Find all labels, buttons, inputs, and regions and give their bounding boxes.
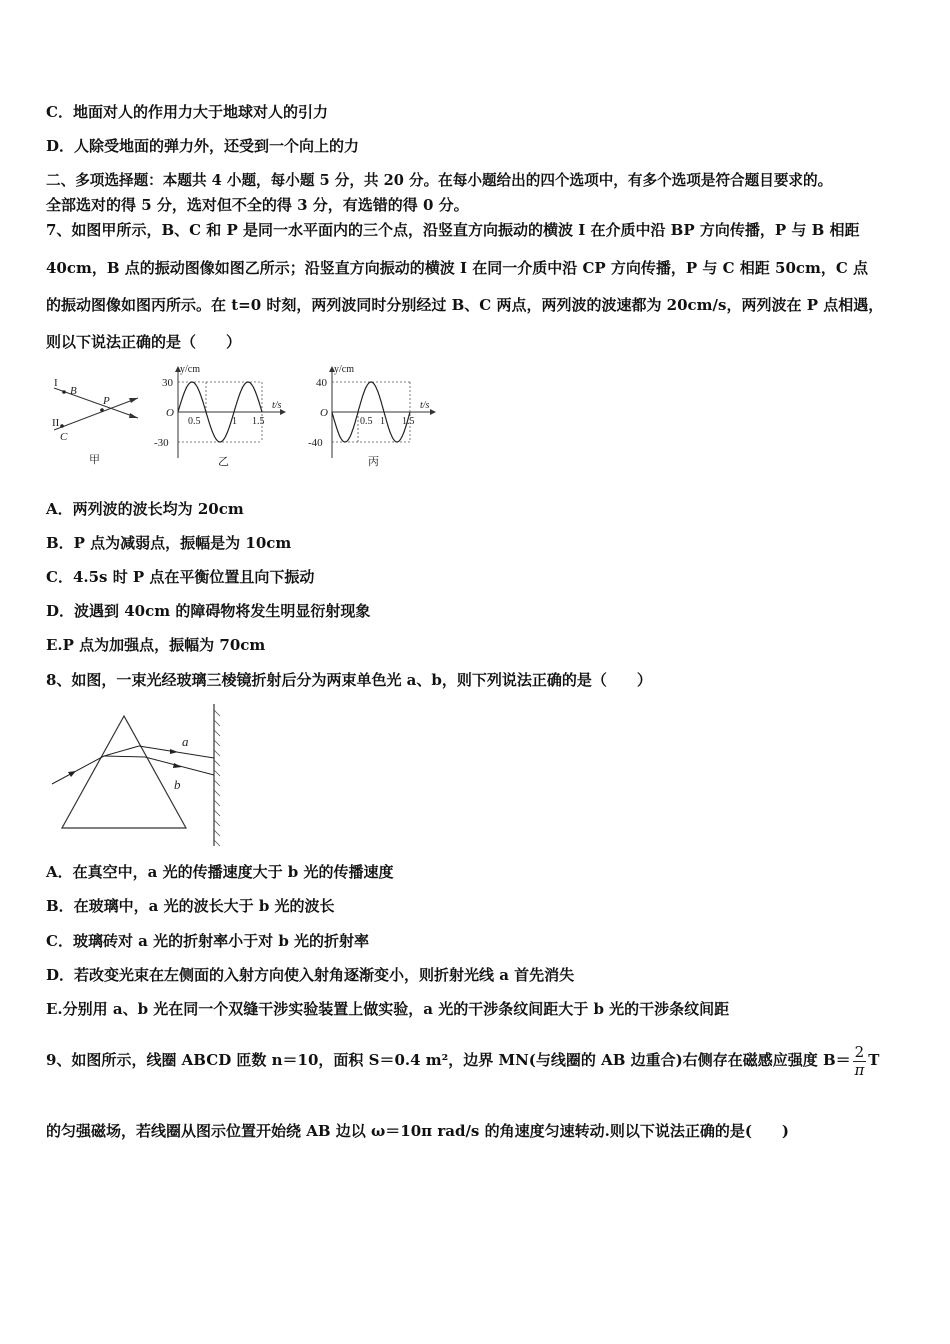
tick-top: 30 [162, 377, 173, 389]
ray-a-arrow-icon [170, 749, 178, 754]
point-c-dot [60, 424, 64, 428]
ray-b-arrow-icon [173, 763, 182, 768]
caption-bing: 丙 [368, 456, 379, 468]
tick-1: 1 [232, 416, 237, 427]
label-b: b [174, 777, 181, 792]
origin-label: O [166, 407, 174, 419]
y-axis-label: y/cm [180, 364, 200, 375]
label-a: a [182, 734, 189, 749]
q8-option-a: A．在真空中，a 光的传播速度大于 b 光的传播速度 [46, 863, 394, 881]
tick-0-5: 0.5 [188, 416, 201, 427]
q7-stem-line2: 40cm，B 点的振动图像如图乙所示；沿竖直方向振动的横波 I 在同一介质中沿 CP 方向传播，P 与 C 相距 50cm，C 点 [46, 259, 869, 277]
section2-instructions-line1: 二、多项选择题：本题共 4 小题，每小题 5 分，共 20 分。在每小题给出的四个选项中，有多个选项是符合题目要求的。 [46, 172, 833, 189]
inner-ray-b [104, 756, 145, 757]
q8-option-e: E.分别用 a、b 光在同一个双缝干涉实验装置上做实验，a 光的干涉条纹间距大于 b 光的干涉条纹间距 [46, 1000, 730, 1018]
q9-fraction [853, 1044, 867, 1078]
caption-yi: 乙 [218, 456, 229, 468]
q7-figure-bing [306, 362, 446, 470]
tick-top: 40 [316, 377, 327, 389]
point-b-dot [62, 390, 66, 394]
q7-option-c: C．4.5s 时 P 点在平衡位置且向下振动 [46, 568, 315, 586]
q7-stem-line1: 7、如图甲所示，B、C 和 P 是同一水平面内的三个点，沿竖直方向振动的横波 I 在介质中沿 BP 方向传播，P 与 B 相距 [46, 221, 860, 239]
tick-1: 1 [380, 416, 385, 427]
q8-option-d: D．若改变光束在左侧面的入射方向使入射角逐渐变小，则折射光线 a 首先消失 [46, 966, 575, 984]
inner-ray-a [104, 746, 139, 756]
tick-bottom: -30 [154, 437, 169, 449]
q8-prism-figure [46, 700, 236, 850]
section2-instructions-line2: 全部选对的得 5 分，选对但不全的得 3 分，有选错的得 0 分。 [46, 196, 469, 214]
wave1-arrow-icon [129, 413, 138, 418]
q7-option-e: E.P 点为加强点，振幅为 70cm [46, 636, 266, 654]
q7-option-b: B．P 点为减弱点，振幅是为 10cm [46, 534, 292, 552]
q8-option-c: C．玻璃砖对 a 光的折射率小于对 b 光的折射率 [46, 932, 370, 950]
incident-arrow-icon [68, 771, 76, 777]
q7-option-a: A．两列波的波长均为 20cm [46, 500, 244, 518]
incident-ray [52, 756, 104, 784]
q9-stem-line1 [46, 1038, 879, 1082]
q9-unit: T [868, 1051, 880, 1069]
y-axis-label: y/cm [334, 364, 354, 375]
tick-1-5: 1.5 [252, 416, 265, 427]
tick-bottom: -40 [308, 437, 323, 449]
q7-figure-yi [150, 362, 290, 470]
t-axis-arrow-icon [430, 409, 436, 415]
q7-figure-jia [46, 368, 146, 468]
fraction-numerator: 2 [854, 1043, 865, 1061]
screen-hatching [214, 710, 220, 846]
q6-option-d: D．人除受地面的弹力外，还受到一个向上的力 [46, 137, 360, 155]
wave2-arrow-icon [129, 398, 138, 403]
label-p: P [103, 395, 110, 407]
label-wave1: I [54, 377, 58, 389]
caption-jia: 甲 [89, 454, 100, 466]
tick-1-5: 1.5 [402, 416, 415, 427]
fraction-denominator: π [854, 1061, 865, 1079]
q7-stem-line3: 的振动图像如图丙所示。在 t=0 时刻，两列波同时分别经过 B、C 两点，两列波的波速都为 20cm/s，两列波在 P 点相遇， [46, 296, 884, 314]
q8-stem: 8、如图，一束光经玻璃三棱镜折射后分为两束单色光 a、b，则下列说法正确的是（ ） [46, 671, 652, 689]
q9-stem-line2: 的匀强磁场，若线圈从图示位置开始绕 AB 边以 ω＝10π rad/s 的角速度匀速转动.则以下说法正确的是( ) [46, 1122, 790, 1140]
q9-stem-text: 9、如图所示，线圈 ABCD 匝数 n＝10，面积 S＝0.4 m²，边界 MN(与线圈的 AB 边重合)右侧存在磁感应强度 B＝ [46, 1051, 851, 1069]
t-axis-label: t/s [420, 400, 430, 411]
q7-option-d: D．波遇到 40cm 的障碍物将发生明显衍射现象 [46, 602, 371, 620]
q7-stem-line4: 则以下说法正确的是（ ） [46, 333, 242, 351]
label-c: C [60, 431, 68, 443]
q8-option-b: B．在玻璃中，a 光的波长大于 b 光的波长 [46, 897, 335, 915]
point-p-dot [100, 408, 104, 412]
label-b: B [70, 385, 77, 397]
tick-0-5: 0.5 [360, 416, 373, 427]
origin-label: O [320, 407, 328, 419]
q6-option-c: C．地面对人的作用力大于地球对人的引力 [46, 103, 328, 121]
prism-triangle [62, 716, 186, 828]
label-wave2: II [52, 417, 60, 429]
t-axis-label: t/s [272, 400, 282, 411]
